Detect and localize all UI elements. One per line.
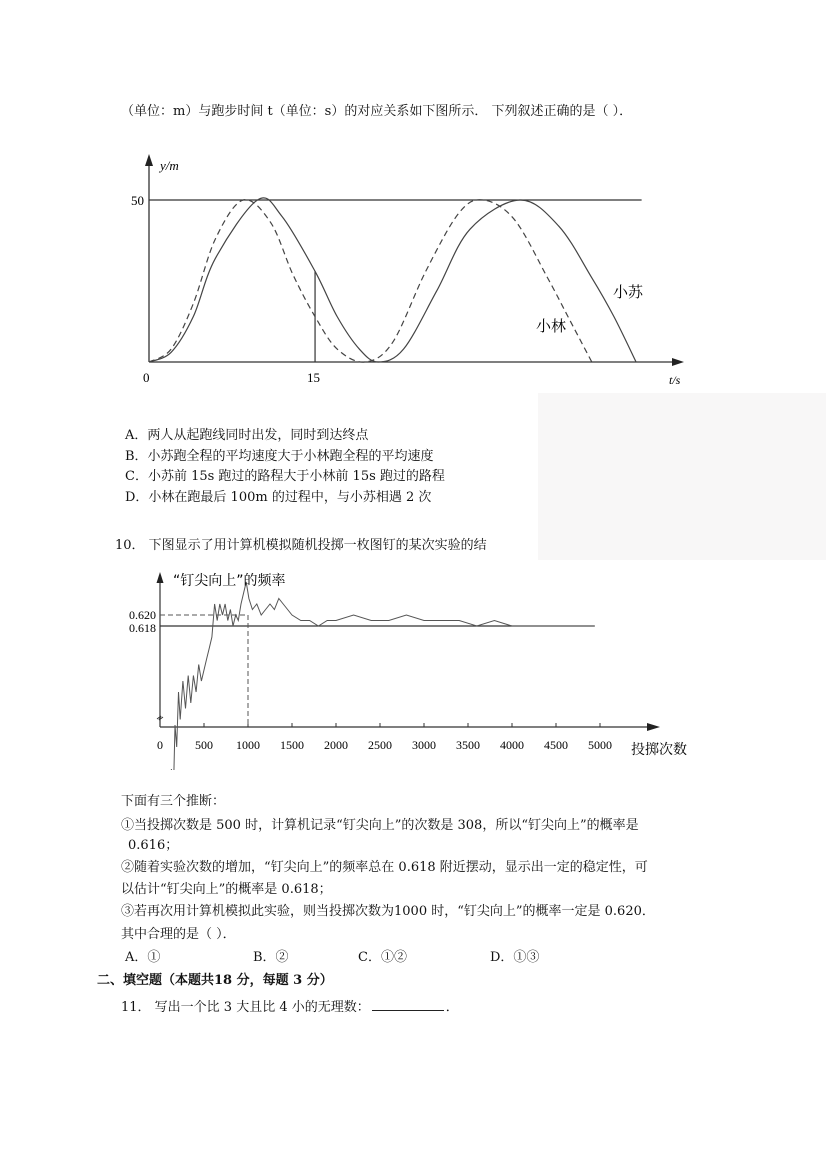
x-tick-label: 500 xyxy=(195,738,213,752)
q10-statement: ①当投掷次数是 500 时，计算机记录“钉尖向上”的次数是 308，所以“钉尖向上”的概率是 xyxy=(121,818,639,833)
q9-option[interactable]: C．小苏前 15s 跑过的路程大于小林前 15s 跑过的路程 xyxy=(125,469,445,484)
x-axis-label: 投掷次数 xyxy=(631,742,687,758)
x-axis-label: t/s xyxy=(669,373,681,387)
q11-text xyxy=(121,998,459,1016)
q10-prompt: 其中合理的是（ ）． xyxy=(121,927,236,942)
series-xiaolin-line xyxy=(149,200,592,362)
q9-option[interactable]: D．小林在跑最后 100m 的过程中，与小苏相遇 2 次 xyxy=(125,489,432,505)
q10-statement: ③若再次用计算机模拟此实验，则当投掷次数为1000 时，“钉尖向上”的概率一定是 0.620． xyxy=(121,904,655,919)
x-tick-label: 1500 xyxy=(280,738,304,752)
y-axis-arrow-icon xyxy=(145,154,153,166)
x-tick-label: 0 xyxy=(157,738,163,752)
q10-stem: 10． 下图显示了用计算机模拟随机投掷一枚图钉的某次实验的结 xyxy=(115,538,487,553)
y-tick-label: 0.620 xyxy=(129,608,156,622)
x-tick-label: 3000 xyxy=(412,738,436,752)
axis-break-icon xyxy=(157,716,163,720)
q10-option[interactable]: D．①③ xyxy=(490,950,540,965)
y-axis-label: y/m xyxy=(160,158,179,173)
distance-time-chart xyxy=(0,0,826,400)
q10-option[interactable]: C．①② xyxy=(358,950,407,965)
q11-period: ． xyxy=(445,1000,459,1015)
q9-option[interactable]: A．两人从起跑线同时出发，同时到达终点 xyxy=(125,428,369,443)
q10-statement: ②随着实验次数的增加，“钉尖向上”的频率总在 0.618 附近摆动，显示出一定的稳定性，可 xyxy=(121,860,648,875)
y-tick-label: 50 xyxy=(131,193,144,208)
frequency-chart xyxy=(0,560,826,770)
x-tick-label: 4500 xyxy=(544,738,568,752)
x-tick-label: 5000 xyxy=(588,738,612,752)
x-axis-arrow-icon xyxy=(672,358,684,366)
x-tick-label: 4000 xyxy=(500,738,524,752)
series-label-xiaolin: 小林 xyxy=(536,317,567,335)
x-tick-label: 0 xyxy=(143,370,150,385)
q10-intro: 下面有三个推断： xyxy=(121,794,226,809)
q11-prompt: 11． 写出一个比 3 大且比 4 小的无理数： xyxy=(121,1000,370,1015)
series-xiaosu-line xyxy=(149,198,636,362)
x-tick-label: 2500 xyxy=(368,738,392,752)
q10-option[interactable]: B．② xyxy=(253,950,289,965)
chart-title: “钉尖向上”的频率 xyxy=(173,573,286,589)
x-axis-arrow-icon xyxy=(647,723,660,731)
q10-statement: 以估计“钉尖向上”的概率是 0.618； xyxy=(121,882,332,897)
q9-option[interactable]: B．小苏跑全程的平均速度大于小林跑全程的平均速度 xyxy=(125,448,434,464)
y-axis-arrow-icon xyxy=(157,572,164,583)
y-tick-label: 0.618 xyxy=(129,621,156,635)
x-tick-label: 3500 xyxy=(456,738,480,752)
series-label-xiaosu: 小苏 xyxy=(613,283,644,301)
q10-option[interactable]: A．① xyxy=(125,950,161,965)
q9-stem: （单位：m）与跑步时间 t（单位：s）的对应关系如下图所示． 下列叙述正确的是（ ）． xyxy=(121,104,633,119)
x-tick-label: 15 xyxy=(307,370,320,385)
section-heading: 二、填空题（本题共18 分，每题 3 分） xyxy=(97,973,333,988)
gray-overlay-block xyxy=(538,393,826,560)
x-tick-label: 1000 xyxy=(236,738,260,752)
x-tick-label: 2000 xyxy=(324,738,348,752)
answer-blank[interactable] xyxy=(372,998,444,1011)
q10-statement: 0.616； xyxy=(128,838,179,853)
